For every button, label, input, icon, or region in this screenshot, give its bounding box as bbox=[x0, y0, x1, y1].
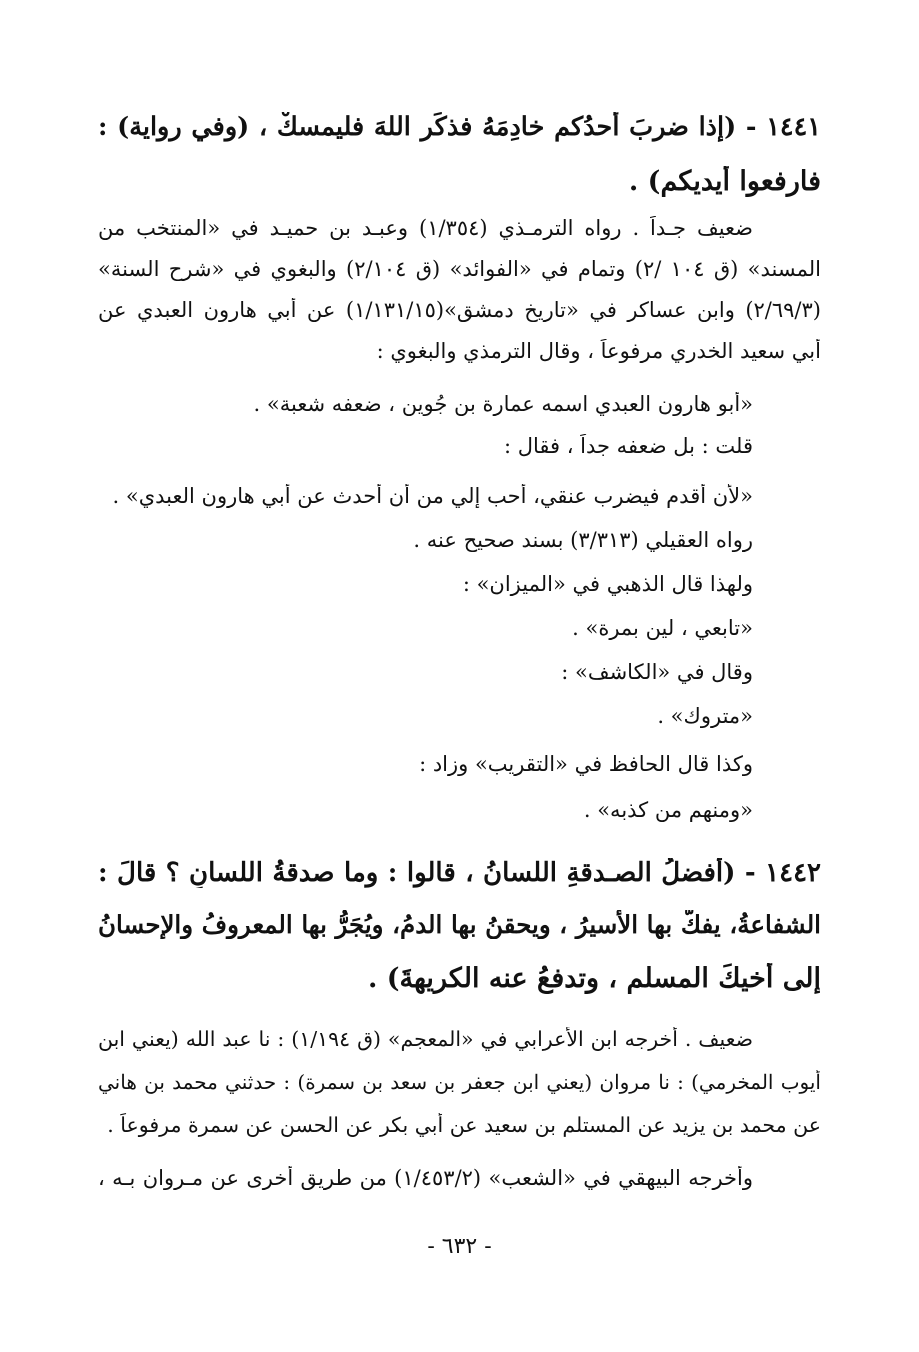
hadith-1442-line-3: إلى أخيكَ المسلمِ ، وتدفعُ عنه الكريهةَ) . bbox=[367, 963, 821, 994]
quote-line: وكذا قال الحافظ في «التقريب» وزاد : bbox=[419, 752, 753, 776]
quote-line: رواه العقيلي (٣/٣١٣) بسند صحيح عنه . bbox=[413, 528, 753, 552]
commentary-1442-line-4: وأخرجه البيهقي في «الشعب» (١/٤٥٣/٢) من طريق أخرى عن مـروان بـه ، bbox=[98, 1166, 753, 1190]
quote-line: وقال في «الكاشف» : bbox=[561, 660, 753, 684]
hadith-1441-line-2: فارفعوا أيديكم) . bbox=[628, 166, 821, 197]
commentary-1442-line-2: أيوب المخرمي) : نا مروان (يعني ابن جعفر بن سعد بن سمرة) : حدثني محمد بن هاني bbox=[98, 1070, 821, 1094]
quote-line: «تابعي ، لين بمرة» . bbox=[572, 616, 753, 640]
page-number: - ٦٣٢ - bbox=[427, 1234, 492, 1259]
commentary-1441-line-3: (٢/٦٩/٣) وابن عساكر في «تاريخ دمشق»(١/١٣١/١٥) عن أبي هارون العبدي عن bbox=[98, 298, 821, 322]
quote-line: ولهذا قال الذهبي في «الميزان» : bbox=[462, 572, 753, 596]
quote-line: «ومنهم من كذبه» . bbox=[583, 798, 753, 822]
commentary-1442-line-1: ضعيف . أخرجه ابن الأعرابي في «المعجم» (ق ١/١٩٤) : نا عبد الله (يعني ابن bbox=[98, 1027, 753, 1051]
hadith-1442-line-2: الشفاعةُ، يفكُّ بها الأسيرُ ، ويحقنُ بها الدمُ، ويُجَرُّ بها المعروفُ والإحسانُ bbox=[98, 910, 821, 939]
commentary-1441-line-1: ضعيف جـداً . رواه الترمـذي (١/٣٥٤) وعبـد بن حميـد في «المنتخب من bbox=[98, 216, 753, 240]
quote-line: «لأن أقدم فيضرب عنقي، أحب إلي من أن أحدث عن أبي هارون العبدي» . bbox=[112, 484, 753, 508]
quote-line: «متروك» . bbox=[657, 704, 753, 728]
quote-line: قلت : بل ضعفه جداً ، فقال : bbox=[503, 434, 753, 458]
commentary-1441-line-2: المسند» (ق ١٠٤ /٢) وتمام في «الفوائد» (ق ٢/١٠٤) والبغوي في «شرح السنة» bbox=[98, 257, 821, 281]
commentary-1442-line-3: عن محمد بن يزيد عن المستلم بن سعيد عن أبي بكر عن الحسن عن سمرة مرفوعاً . bbox=[107, 1113, 821, 1137]
hadith-1442-line-1: ١٤٤٢ - (أفضلُ الصـدقةِ اللسانُ ، قالوا : وما صدقةُ اللسانِ ؟ قالَ : bbox=[98, 858, 821, 888]
commentary-1441-line-4: أبي سعيد الخدري مرفوعاً ، وقال الترمذي والبغوي : bbox=[376, 339, 821, 363]
quote-line: «أبو هارون العبدي اسمه عمارة بن جُوين ، ضعفه شعبة» . bbox=[253, 392, 753, 416]
hadith-1441-line-1: ١٤٤١ - (إذا ضربَ أحدُكم خادِمَهُ فذكَر اللهَ فليمسكْ ، (وفي رواية) : bbox=[98, 112, 821, 142]
